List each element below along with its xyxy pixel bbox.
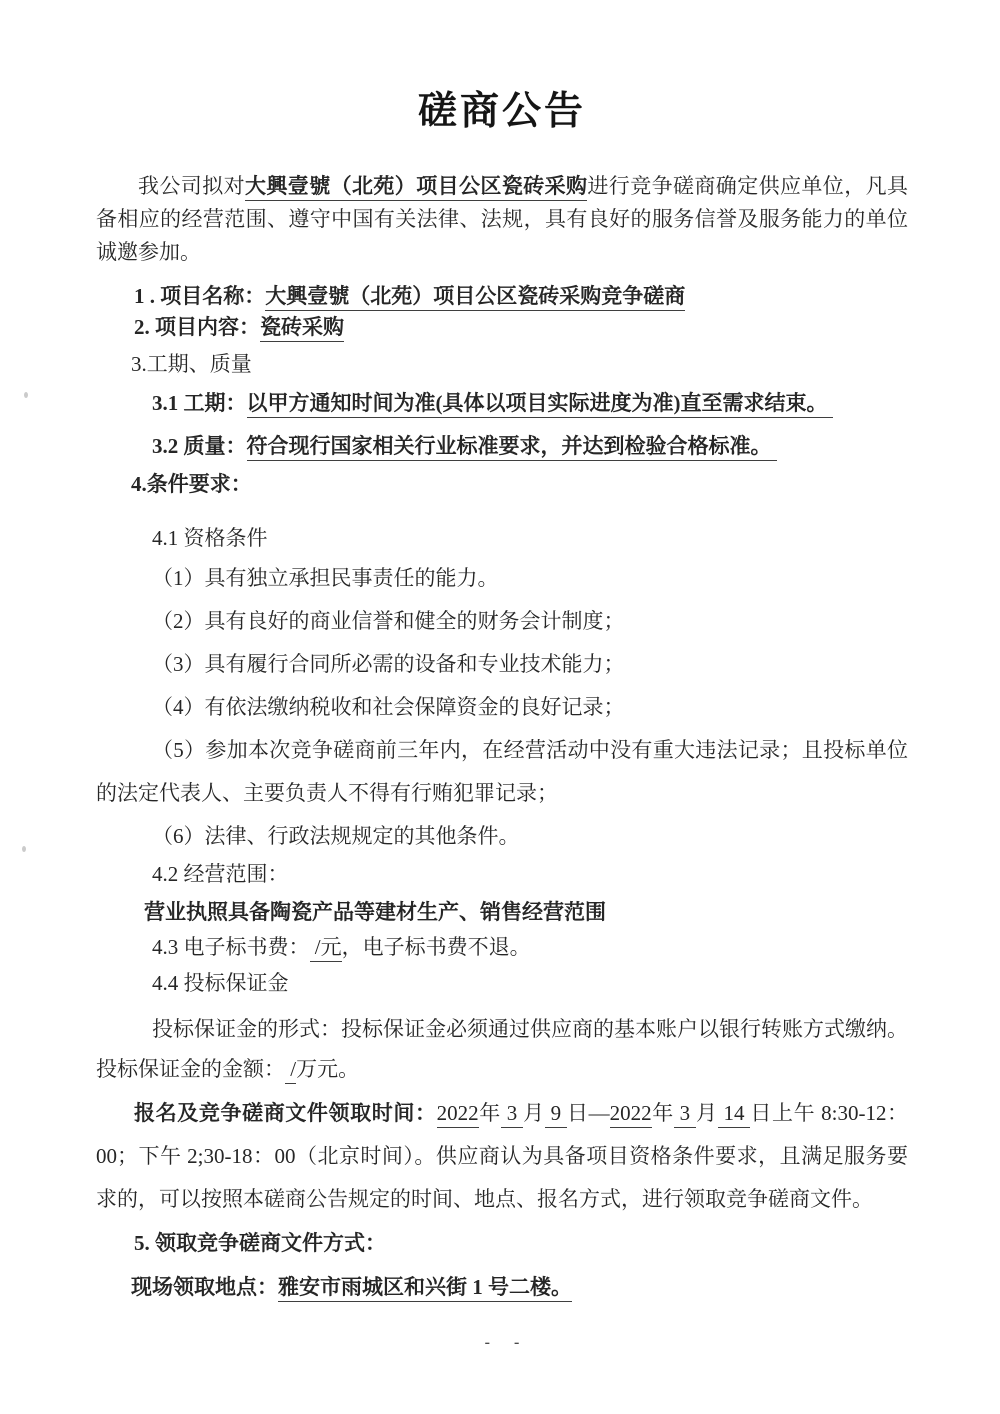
pickup-time-month1: 3: [501, 1101, 523, 1128]
item-4-3-rest: ，电子标书费不退。: [341, 935, 531, 959]
condition-2: （2）具有良好的商业信誉和健全的财务会计制度；: [152, 609, 625, 633]
deposit-paragraph: [96, 1009, 908, 1089]
item-2-label: 2. 项目内容：: [134, 315, 260, 339]
deposit-lead: 投标保证金的形式：投标保证金必须通过供应商的基本账户以银行转账方式缴纳。投标保证金的金额：: [96, 1017, 908, 1081]
pickup-time-day2: 14: [718, 1101, 751, 1128]
pickup-time-text1: 年: [478, 1101, 501, 1125]
item-3-1-duration: [96, 388, 908, 419]
condition-1: （1）具有独立承担民事责任的能力。: [152, 566, 499, 590]
page-footer: [96, 1335, 908, 1351]
item-4-3-label: 4.3 电子标书费：: [152, 935, 310, 959]
pickup-time-label: 报名及竞争磋商文件领取时间：: [134, 1101, 437, 1125]
item-4-2-scope-value: 营业执照具备陶瓷产品等建材生产、销售经营范围: [144, 900, 606, 924]
scan-speck: [22, 846, 26, 852]
pickup-time-text6: 日上午 8:30-12：00；下午 2;30-18：00（北京时间）。供应商认为具备项目资格条件要求，且满足服务要求的，可以按照本磋商公告规定的时间、地点、报名方式，进行领取竞争磋商文件。: [96, 1101, 909, 1211]
deposit-blank: /: [285, 1057, 296, 1084]
pickup-time-day1: 9: [545, 1101, 567, 1128]
item-3-2-value: 符合现行国家相关行业标准要求，并达到检验合格标准。: [247, 434, 777, 461]
item-3-2-label: 3.2 质量：: [152, 434, 247, 458]
intro-paragraph: [96, 170, 908, 269]
item-4-4-heading: 4.4 投标保证金: [152, 971, 289, 995]
footer-dash-left: -: [484, 1334, 490, 1351]
item-3-heading: 3.工期、质量: [131, 352, 252, 376]
item-5-heading: 5. 领取竞争磋商文件方式：: [134, 1231, 386, 1255]
pickup-time-text3: 日—: [566, 1101, 610, 1125]
pickup-place-value: 雅安市雨城区和兴街 1 号二楼。: [278, 1275, 572, 1302]
item-4-3-blank: /元: [310, 935, 342, 962]
condition-4: （4）有依法缴纳税收和社会保障资金的良好记录；: [152, 695, 625, 719]
item-3-1-value: 以甲方通知时间为准(具体以项目实际进度为准)直至需求结束。: [247, 391, 833, 418]
pickup-time-month2: 3: [674, 1101, 696, 1128]
item-2-value: 瓷砖采购: [260, 315, 344, 342]
item-2-project-content: [96, 312, 908, 343]
item-4-heading: 4.条件要求：: [131, 472, 252, 496]
item-1-project-name: [96, 281, 908, 312]
item-4-2-heading: 4.2 经营范围：: [152, 862, 289, 886]
pickup-time-text4: 年: [651, 1101, 674, 1125]
pickup-place-label: 现场领取地点：: [131, 1275, 278, 1299]
pickup-place-line: [96, 1272, 908, 1303]
item-3-1-label: 3.1 工期：: [152, 391, 247, 415]
pickup-time-year2: 2022: [610, 1101, 652, 1128]
footer-dash-right: -: [514, 1334, 520, 1351]
item-4-3-fee: [96, 932, 908, 963]
item-1-label: 1 . 项目名称：: [134, 284, 266, 308]
item-3-2-quality: [96, 431, 908, 462]
intro-project-name: 大興壹號（北苑）项目公区瓷砖采购: [245, 174, 587, 201]
intro-prefix: 我公司拟对: [138, 174, 245, 198]
pickup-time-text5: 月: [696, 1101, 718, 1125]
deposit-rest: 万元。: [296, 1057, 360, 1081]
condition-5: （5）参加本次竞争磋商前三年内，在经营活动中没有重大违法记录；且投标单位的法定代表人、主要负责人不得有行贿犯罪记录；: [96, 738, 908, 805]
item-4-1-heading: 4.1 资格条件: [152, 526, 268, 550]
item-1-value: 大興壹號（北苑）项目公区瓷砖采购竞争磋商: [265, 284, 685, 311]
condition-6: （6）法律、行政法规规定的其他条件。: [152, 824, 520, 848]
page-title: 磋商公告: [417, 90, 586, 133]
scan-speck: [24, 392, 28, 398]
pickup-time-paragraph: [96, 1092, 908, 1221]
pickup-time-text2: 月: [523, 1101, 545, 1125]
intro-suffix: 进行竞争磋商确定供应单位，凡具备相应的经营范围、遵守中国有关法律、法规，具有良好的服务信誉及服务能力的单位诚邀参加。: [96, 174, 909, 264]
condition-3: （3）具有履行合同所必需的设备和专业技术能力；: [152, 652, 625, 676]
pickup-time-year1: 2022: [437, 1101, 479, 1128]
